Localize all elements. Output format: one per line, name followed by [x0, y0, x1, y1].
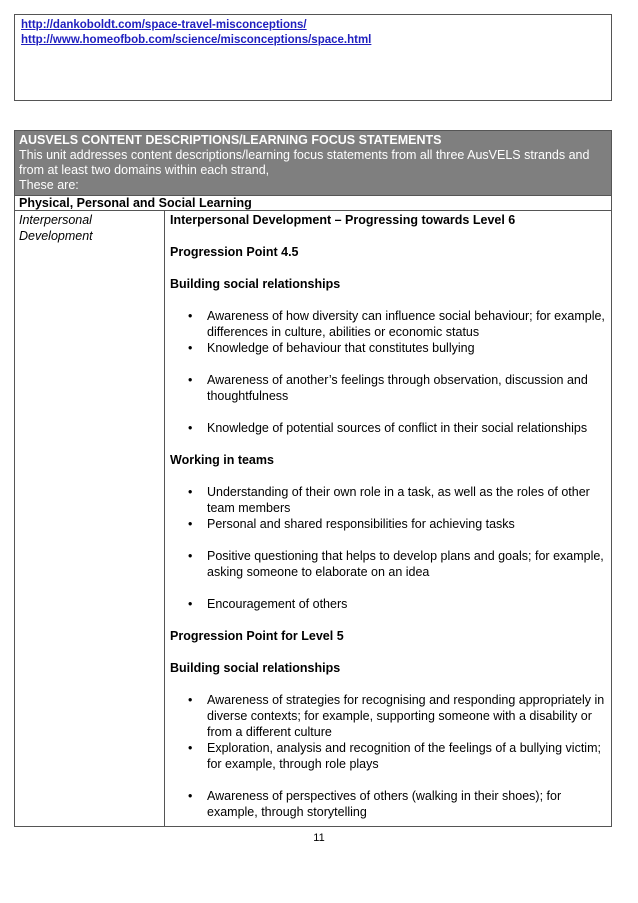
list-item: • Positive questioning that helps to develop plans and goals; for example, asking someone to elaborate on an idea: [188, 548, 607, 580]
pp45-teams-list-a: [170, 484, 607, 532]
header-title: AUSVELS CONTENT DESCRIPTIONS/LEARNING FOCUS STATEMENTS: [19, 133, 442, 147]
pp45-teams-list-c: [170, 596, 607, 612]
pp45-social-list-c: [170, 420, 607, 436]
pp45-social-heading: Building social relationships: [170, 277, 341, 291]
list-item: • Awareness of another’s feelings through observation, discussion and thoughtfulness: [188, 372, 607, 404]
pp45-teams-heading: Working in teams: [170, 453, 274, 467]
header-line-3: These are:: [19, 178, 79, 192]
link-dankoboldt[interactable]: http://dankoboldt.com/space-travel-misconceptions/: [21, 19, 307, 31]
reference-links-box: [14, 14, 612, 101]
pp5-heading: Progression Point for Level 5: [170, 629, 344, 643]
header-line-1: This unit addresses content descriptions/learning focus statements from all three AusVELS strands and: [19, 148, 590, 162]
strand-title: Physical, Personal and Social Learning: [15, 196, 611, 211]
pp5-social-list-b: [170, 788, 607, 820]
list-item: • Exploration, analysis and recognition of the feelings of a bullying victim; for example, through role plays: [188, 740, 607, 772]
content-title: Interpersonal Development – Progressing towards Level 6: [170, 213, 516, 227]
domain-label: Interpersonal Development: [15, 211, 165, 827]
page-number: 11: [313, 832, 325, 844]
pp5-social-heading: Building social relationships: [170, 661, 341, 675]
pp45-social-list-b: [170, 372, 607, 404]
content-descriptions-table: [14, 130, 612, 827]
list-item: • Understanding of their own role in a task, as well as the roles of other team members: [188, 484, 607, 516]
domain-content: [165, 211, 611, 827]
table-header: [15, 131, 611, 196]
table-body-row: [15, 211, 611, 827]
link-homeofbob[interactable]: http://www.homeofbob.com/science/misconceptions/space.html: [21, 34, 372, 46]
list-item: • Knowledge of behaviour that constitutes bullying: [188, 340, 607, 356]
pp5-social-list-a: [170, 692, 607, 772]
list-item: • Personal and shared responsibilities for achieving tasks: [188, 516, 607, 532]
list-item: • Awareness of strategies for recognising and responding appropriately in diverse contexts; for example, supporting someone with a disability or from a different culture: [188, 692, 607, 740]
pp45-social-list-a: [170, 308, 607, 356]
list-item: • Awareness of how diversity can influence social behaviour; for example, differences in culture, abilities or economic status: [188, 308, 607, 340]
header-line-2: from at least two domains within each strand,: [19, 163, 270, 177]
pp45-heading: Progression Point 4.5: [170, 245, 299, 259]
list-item: • Knowledge of potential sources of conflict in their social relationships: [188, 420, 607, 436]
pp45-teams-list-b: [170, 548, 607, 580]
list-item: • Awareness of perspectives of others (walking in their shoes); for example, through storytelling: [188, 788, 607, 820]
list-item: • Encouragement of others: [188, 596, 607, 612]
